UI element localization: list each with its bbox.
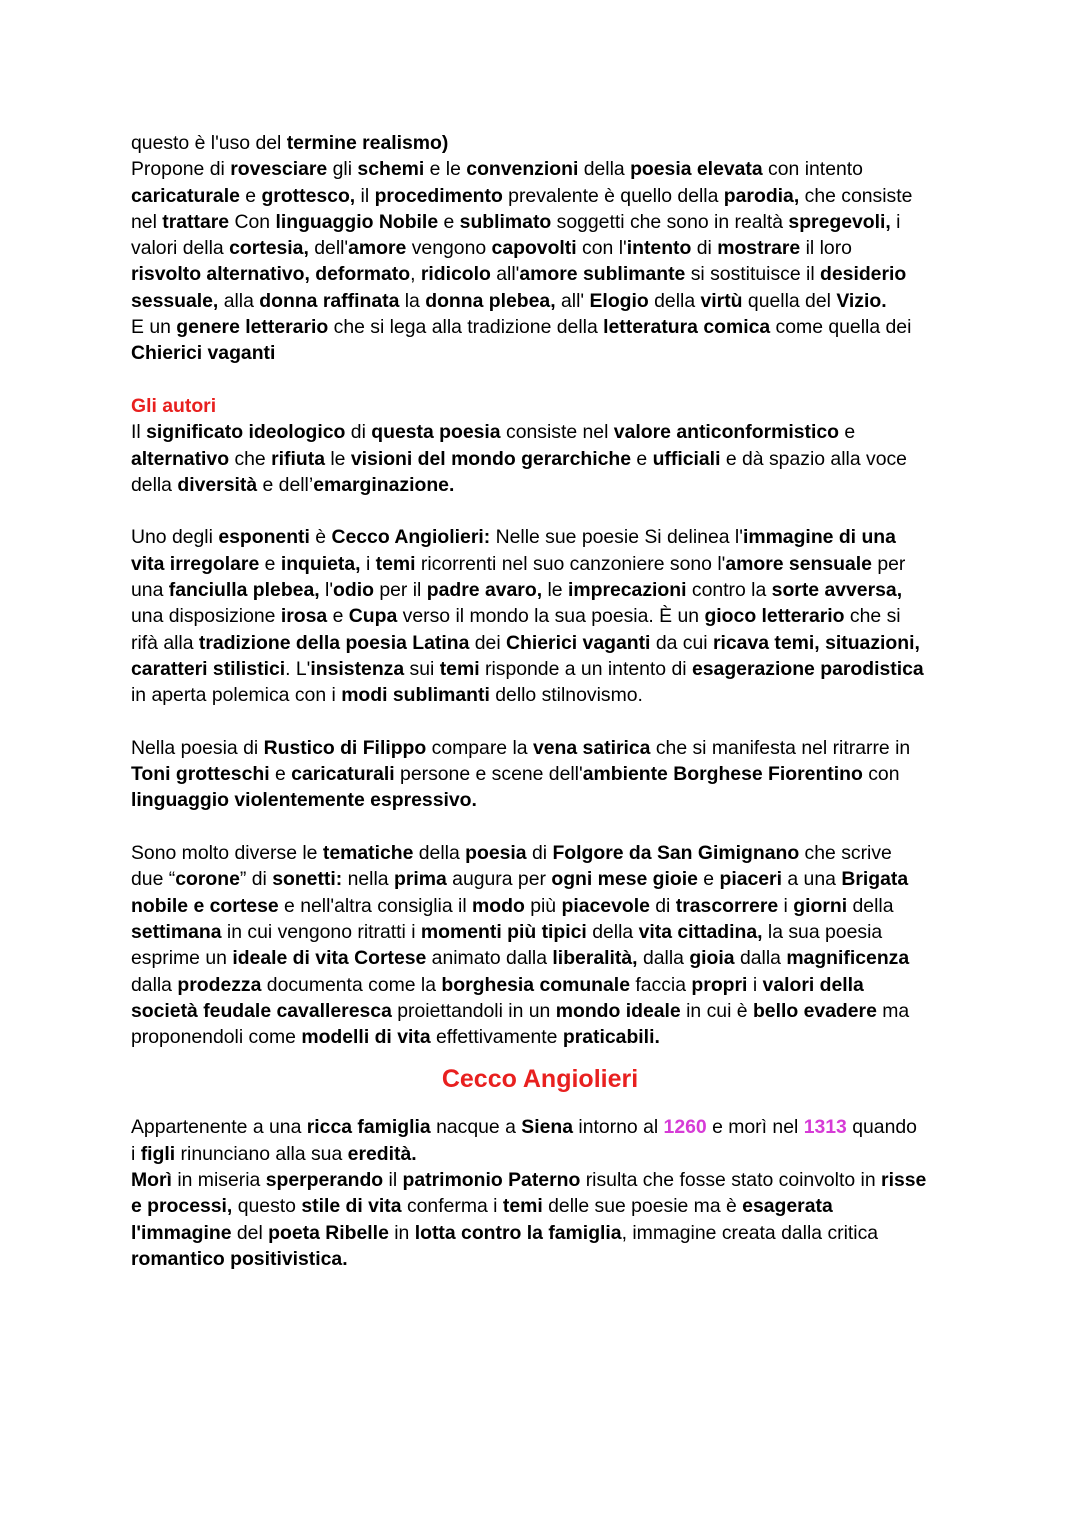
autori-paragraph bbox=[131, 419, 961, 498]
text-run: di bbox=[691, 237, 718, 260]
text-run: rinunciano alla sua bbox=[175, 1142, 348, 1165]
bold-text: temi bbox=[439, 657, 480, 680]
text-run: della bbox=[847, 894, 894, 917]
bold-text: modelli di vita bbox=[301, 1026, 431, 1049]
bold-text: odio bbox=[333, 579, 374, 602]
bold-text: giorni bbox=[793, 894, 848, 917]
text-run: dalla bbox=[734, 947, 787, 970]
bold-text: l'immagine bbox=[131, 1221, 232, 1244]
text-run: prevalente è quello della bbox=[502, 184, 724, 207]
text-run: i bbox=[747, 973, 763, 996]
text-line bbox=[131, 235, 961, 261]
text-run: effettivamente bbox=[430, 1026, 563, 1049]
bold-text: Siena bbox=[521, 1116, 573, 1139]
text-run: intorno al bbox=[573, 1116, 664, 1139]
bold-text: ambiente Borghese Fiorentino bbox=[582, 763, 863, 786]
bold-text: Brigata bbox=[841, 868, 909, 891]
bold-text: Morì bbox=[131, 1168, 172, 1191]
bold-text: donna plebea, bbox=[425, 289, 556, 312]
bold-text: caratteri stilistici bbox=[131, 657, 286, 680]
bold-text: insistenza bbox=[310, 657, 405, 680]
text-run: che si manifesta nel ritrarre in bbox=[650, 736, 911, 759]
bold-text: momenti più tipici bbox=[420, 920, 587, 943]
bold-text: vita irregolare bbox=[131, 552, 260, 575]
bold-text: piaceri bbox=[719, 868, 782, 891]
bold-text: propri bbox=[691, 973, 748, 996]
text-line bbox=[131, 1024, 961, 1050]
bold-text: bello evadere bbox=[752, 999, 877, 1022]
text-run: dalla bbox=[131, 973, 178, 996]
text-run: l' bbox=[319, 579, 334, 602]
bold-text: fanciulla plebea, bbox=[168, 579, 320, 602]
bold-text: esagerazione parodistica bbox=[691, 657, 924, 680]
text-run: dalla bbox=[637, 947, 690, 970]
bold-text: settimana bbox=[131, 920, 222, 943]
rustico-paragraph bbox=[131, 735, 961, 814]
text-run: risulta che fosse stato coinvolto in bbox=[580, 1168, 882, 1191]
bold-text: imprecazioni bbox=[567, 579, 687, 602]
text-run: Con bbox=[229, 210, 276, 233]
text-run: ma bbox=[876, 999, 910, 1022]
bold-text: procedimento bbox=[374, 184, 503, 207]
text-run: nel bbox=[131, 210, 163, 233]
bold-text: stile di vita bbox=[301, 1195, 402, 1218]
bold-text: Folgore da San Gimignano bbox=[552, 842, 800, 865]
bold-text: temi bbox=[502, 1195, 543, 1218]
text-run: di bbox=[526, 842, 553, 865]
text-run: esprime un bbox=[131, 947, 233, 970]
bold-text: grottesco, bbox=[261, 184, 356, 207]
bold-text: intento bbox=[626, 237, 692, 260]
text-run: a una bbox=[782, 868, 842, 891]
bold-text: società feudale cavalleresca bbox=[131, 999, 392, 1022]
bold-text: emarginazione. bbox=[313, 473, 455, 496]
text-line bbox=[131, 209, 961, 235]
text-run: il loro bbox=[800, 237, 852, 260]
bold-text: amore sublimante bbox=[519, 263, 686, 286]
text-run: , immagine creata dalla critica bbox=[621, 1221, 879, 1244]
bold-text: convenzioni bbox=[466, 158, 579, 181]
text-run: ricorrenti nel suo canzoniere sono l' bbox=[415, 552, 726, 575]
bold-text: valore anticonformistico bbox=[613, 421, 839, 444]
bold-text: Elogio bbox=[589, 289, 649, 312]
text-run: alla bbox=[218, 289, 260, 312]
bold-text: esponenti bbox=[218, 526, 310, 549]
bold-text: padre avaro, bbox=[426, 579, 543, 602]
folgore-paragraph bbox=[131, 840, 961, 1050]
text-run: il bbox=[355, 184, 375, 207]
bold-text: Chierici vaganti bbox=[506, 631, 651, 654]
text-run: con l' bbox=[576, 237, 627, 260]
text-run: le bbox=[542, 579, 568, 602]
text-run: e bbox=[239, 184, 262, 207]
section-title-cecco: Cecco Angiolieri bbox=[441, 1065, 639, 1094]
bold-text: questa poesia bbox=[371, 421, 501, 444]
bold-text: termine realismo) bbox=[286, 132, 449, 154]
text-run: proiettandoli in un bbox=[391, 999, 556, 1022]
text-run: persone e scene dell' bbox=[394, 763, 583, 786]
text-run: una bbox=[131, 579, 169, 602]
text-run: della bbox=[648, 289, 701, 312]
text-line bbox=[131, 472, 961, 498]
bold-text: visioni del mondo gerarchiche bbox=[350, 447, 632, 470]
text-run: sui bbox=[404, 657, 440, 680]
bold-text: figli bbox=[140, 1142, 176, 1165]
text-run: Nelle sue poesie Si delinea l' bbox=[490, 526, 743, 549]
bold-text: mondo ideale bbox=[555, 999, 681, 1022]
bold-text: temi bbox=[375, 552, 416, 575]
text-run: la sua poesia bbox=[762, 920, 883, 943]
bold-text: borghesia comunale bbox=[441, 973, 630, 996]
text-run: in cui è bbox=[680, 999, 753, 1022]
text-run: del bbox=[231, 1221, 269, 1244]
text-run: Il bbox=[131, 421, 147, 444]
text-run: in bbox=[388, 1221, 415, 1244]
text-run: dello stilnovismo. bbox=[489, 684, 643, 707]
text-run: questo è l'uso del bbox=[131, 132, 287, 154]
text-line bbox=[131, 787, 961, 813]
text-line bbox=[131, 1141, 961, 1167]
bold-text: Chierici vaganti bbox=[131, 342, 276, 365]
text-run: una disposizione bbox=[131, 605, 281, 628]
text-run: verso il mondo la sua poesia. È un bbox=[397, 605, 705, 628]
bold-text: Vizio. bbox=[836, 289, 887, 312]
text-run: e dà spazio alla voce bbox=[720, 447, 907, 470]
text-run: che si bbox=[844, 605, 901, 628]
bold-text: nobile e cortese bbox=[131, 894, 279, 917]
bold-text: romantico positivistica. bbox=[131, 1247, 348, 1270]
text-run: animato dalla bbox=[426, 947, 553, 970]
text-run: e morì nel bbox=[706, 1116, 804, 1139]
text-line bbox=[131, 419, 961, 445]
text-line bbox=[131, 1246, 961, 1272]
bold-text: sonetti: bbox=[272, 868, 343, 891]
text-run: di bbox=[649, 894, 676, 917]
text-run: due “ bbox=[131, 868, 176, 891]
section-heading-autori: Gli autori bbox=[131, 394, 217, 417]
bold-text: cortesia, bbox=[229, 237, 309, 260]
bold-text: sublimato bbox=[459, 210, 552, 233]
text-run: in miseria bbox=[171, 1168, 266, 1191]
text-run: si sostituisce il bbox=[685, 263, 821, 286]
text-run: e dell’ bbox=[257, 473, 314, 496]
text-run: della bbox=[131, 473, 178, 496]
text-run: ” di bbox=[239, 868, 273, 891]
text-run: rifà alla bbox=[131, 631, 199, 654]
bold-text: sperperando bbox=[265, 1168, 384, 1191]
text-line bbox=[131, 919, 961, 945]
text-run: risponde a un intento di bbox=[479, 657, 692, 680]
text-run: e nell'altra consiglia il bbox=[278, 894, 473, 917]
cecco-paragraph bbox=[131, 524, 961, 708]
bold-text: valori della bbox=[762, 973, 864, 996]
text-run: della bbox=[413, 842, 466, 865]
text-line bbox=[131, 603, 961, 629]
text-line bbox=[131, 551, 961, 577]
bold-text: rifiuta bbox=[271, 447, 325, 470]
bold-text: spregevoli, bbox=[788, 210, 891, 233]
bold-text: schemi bbox=[357, 158, 425, 181]
bold-text: modo bbox=[472, 894, 525, 917]
text-line bbox=[131, 682, 961, 708]
text-run: i bbox=[131, 1142, 141, 1165]
highlight-year: 1313 bbox=[803, 1116, 847, 1139]
text-run: Sono molto diverse le bbox=[131, 842, 323, 865]
text-run: all' bbox=[490, 263, 520, 286]
bold-text: poesia elevata bbox=[630, 158, 763, 181]
text-line bbox=[131, 1193, 961, 1219]
text-run: consiste nel bbox=[500, 421, 614, 444]
bold-text: Toni grotteschi bbox=[131, 763, 270, 786]
bold-text: ricava temi, situazioni, bbox=[712, 631, 920, 654]
bold-text: mostrare bbox=[717, 237, 801, 260]
text-line bbox=[131, 183, 961, 209]
bold-text: irosa bbox=[280, 605, 328, 628]
bold-text: significato ideologico bbox=[146, 421, 346, 444]
bold-text: linguaggio violentemente espressivo. bbox=[131, 789, 477, 812]
text-run: e le bbox=[424, 158, 467, 181]
bold-text: amore sensuale bbox=[725, 552, 872, 575]
text-run: , bbox=[410, 263, 421, 286]
bold-text: poeta Ribelle bbox=[268, 1221, 389, 1244]
text-run: i bbox=[778, 894, 794, 917]
text-run: quella del bbox=[742, 289, 837, 312]
text-run: conferma i bbox=[401, 1195, 503, 1218]
text-run: contro la bbox=[686, 579, 772, 602]
text-run: valori della bbox=[131, 237, 230, 260]
text-line bbox=[131, 288, 961, 314]
text-run: vengono bbox=[406, 237, 492, 260]
text-line bbox=[131, 314, 961, 340]
text-run: E un bbox=[131, 316, 177, 339]
highlight-year: 1260 bbox=[663, 1116, 707, 1139]
text-run: nella bbox=[342, 868, 394, 891]
bold-text: piacevole bbox=[561, 894, 650, 917]
bold-text: risvolto alternativo, deformato bbox=[131, 263, 411, 286]
text-run: in cui vengono ritratti i bbox=[221, 920, 421, 943]
text-run: dell' bbox=[308, 237, 349, 260]
text-run: . L' bbox=[285, 657, 311, 680]
text-line bbox=[131, 866, 961, 892]
text-run: che si lega alla tradizione della bbox=[328, 316, 604, 339]
bold-text: parodia, bbox=[723, 184, 800, 207]
text-run: per il bbox=[373, 579, 427, 602]
text-run: più bbox=[524, 894, 562, 917]
text-run: i bbox=[890, 210, 901, 233]
bold-text: liberalità, bbox=[552, 947, 638, 970]
text-run: è bbox=[309, 526, 332, 549]
text-run: che bbox=[229, 447, 272, 470]
text-line bbox=[131, 446, 961, 472]
bold-text: poesia bbox=[465, 842, 527, 865]
text-line bbox=[131, 1114, 961, 1140]
bio-paragraph bbox=[131, 1114, 961, 1272]
bold-text: prodezza bbox=[177, 973, 262, 996]
text-run: Propone di bbox=[131, 158, 231, 181]
bold-text: trattare bbox=[162, 210, 230, 233]
text-run: e bbox=[438, 210, 460, 233]
bold-text: immagine di una bbox=[742, 526, 896, 549]
bold-text: prima bbox=[393, 868, 447, 891]
text-line bbox=[131, 840, 961, 866]
text-run: e bbox=[269, 763, 292, 786]
bold-text: tradizione della poesia Latina bbox=[198, 631, 470, 654]
document-body bbox=[131, 130, 961, 1272]
text-line bbox=[131, 1220, 961, 1246]
bold-text: donna raffinata bbox=[259, 289, 400, 312]
text-line bbox=[131, 893, 961, 919]
bold-text: rovesciare bbox=[230, 158, 328, 181]
text-run: da cui bbox=[650, 631, 713, 654]
text-run: in aperta polemica con i bbox=[131, 684, 342, 707]
text-run: soggetti che sono in realtà bbox=[551, 210, 789, 233]
text-line bbox=[131, 577, 961, 603]
text-run: delle sue poesie ma è bbox=[542, 1195, 743, 1218]
text-run: e bbox=[697, 868, 720, 891]
bold-text: ridicolo bbox=[420, 263, 491, 286]
bold-text: gioco letterario bbox=[704, 605, 845, 628]
text-line bbox=[131, 156, 961, 182]
bold-text: gioia bbox=[689, 947, 735, 970]
bold-text: diversità bbox=[177, 473, 258, 496]
text-run: faccia bbox=[629, 973, 692, 996]
bold-text: ogni mese gioie bbox=[551, 868, 698, 891]
bold-text: Cecco Angiolieri: bbox=[331, 526, 491, 549]
text-line bbox=[131, 761, 961, 787]
text-run: Nella poesia di bbox=[131, 736, 264, 759]
intro-paragraph bbox=[131, 130, 961, 367]
text-run: che scrive bbox=[799, 842, 892, 865]
text-line bbox=[131, 972, 961, 998]
text-run: della bbox=[586, 920, 639, 943]
text-line bbox=[131, 340, 961, 366]
bold-text: vita cittadina, bbox=[638, 920, 763, 943]
bold-text: linguaggio Nobile bbox=[275, 210, 439, 233]
bold-text: sessuale, bbox=[131, 289, 219, 312]
text-run: e bbox=[327, 605, 349, 628]
text-run: i bbox=[360, 552, 376, 575]
bold-text: caricaturali bbox=[291, 763, 395, 786]
text-run: la bbox=[399, 289, 426, 312]
bold-text: Rustico di Filippo bbox=[263, 736, 427, 759]
bold-text: letteratura comica bbox=[603, 316, 771, 339]
text-run: Appartenente a una bbox=[131, 1116, 307, 1139]
text-run: nacque a bbox=[430, 1116, 522, 1139]
bold-text: trascorrere bbox=[675, 894, 779, 917]
bold-text: esagerata bbox=[742, 1195, 833, 1218]
bold-text: alternativo bbox=[131, 447, 230, 470]
text-line bbox=[131, 630, 961, 656]
bold-text: modi sublimanti bbox=[341, 684, 490, 707]
text-run: come quella dei bbox=[770, 316, 912, 339]
text-run: quando bbox=[846, 1116, 917, 1139]
text-run: dei bbox=[469, 631, 507, 654]
text-run: e bbox=[259, 552, 281, 575]
text-line bbox=[131, 945, 961, 971]
bold-text: inquieta, bbox=[280, 552, 361, 575]
bold-text: ufficiali bbox=[652, 447, 721, 470]
text-run: di bbox=[345, 421, 372, 444]
text-run: questo bbox=[232, 1195, 302, 1218]
bold-text: eredità. bbox=[347, 1142, 417, 1165]
text-run: della bbox=[578, 158, 631, 181]
bold-text: desiderio bbox=[820, 263, 907, 286]
bold-text: sorte avversa, bbox=[771, 579, 903, 602]
bold-text: amore bbox=[348, 237, 407, 260]
text-run: documenta come la bbox=[261, 973, 442, 996]
bold-text: patrimonio Paterno bbox=[402, 1168, 581, 1191]
bold-text: virtù bbox=[700, 289, 743, 312]
bold-text: ideale di vita Cortese bbox=[232, 947, 427, 970]
bold-text: risse bbox=[881, 1168, 927, 1191]
text-run: proponendoli come bbox=[131, 1026, 302, 1049]
text-run: augura per bbox=[446, 868, 552, 891]
bold-text: praticabili. bbox=[562, 1026, 660, 1049]
bold-text: corone bbox=[175, 868, 240, 891]
text-run: compare la bbox=[426, 736, 533, 759]
text-line bbox=[131, 735, 961, 761]
bold-text: capovolti bbox=[491, 237, 577, 260]
text-line bbox=[131, 261, 961, 287]
text-run: le bbox=[324, 447, 351, 470]
text-run: con bbox=[862, 763, 900, 786]
bold-text: tematiche bbox=[322, 842, 414, 865]
text-line bbox=[131, 524, 961, 550]
bold-text: caricaturale bbox=[131, 184, 240, 207]
text-run: e bbox=[839, 421, 856, 444]
bold-text: Cupa bbox=[348, 605, 398, 628]
text-run: e bbox=[631, 447, 653, 470]
text-line bbox=[131, 998, 961, 1024]
bold-text: e processi, bbox=[131, 1195, 233, 1218]
bold-text: genere letterario bbox=[176, 316, 329, 339]
text-run: gli bbox=[327, 158, 358, 181]
bold-text: vena satirica bbox=[532, 736, 651, 759]
text-run: all' bbox=[555, 289, 590, 312]
text-run: con intento bbox=[762, 158, 863, 181]
text-line bbox=[131, 130, 961, 156]
text-run: il bbox=[383, 1168, 403, 1191]
text-line bbox=[131, 656, 961, 682]
text-run: che consiste bbox=[799, 184, 913, 207]
bold-text: lotta contro la famiglia bbox=[414, 1221, 622, 1244]
text-run: Uno degli bbox=[131, 526, 219, 549]
bold-text: magnificenza bbox=[786, 947, 910, 970]
text-run: per bbox=[871, 552, 906, 575]
bold-text: ricca famiglia bbox=[306, 1116, 431, 1139]
text-line bbox=[131, 1167, 961, 1193]
